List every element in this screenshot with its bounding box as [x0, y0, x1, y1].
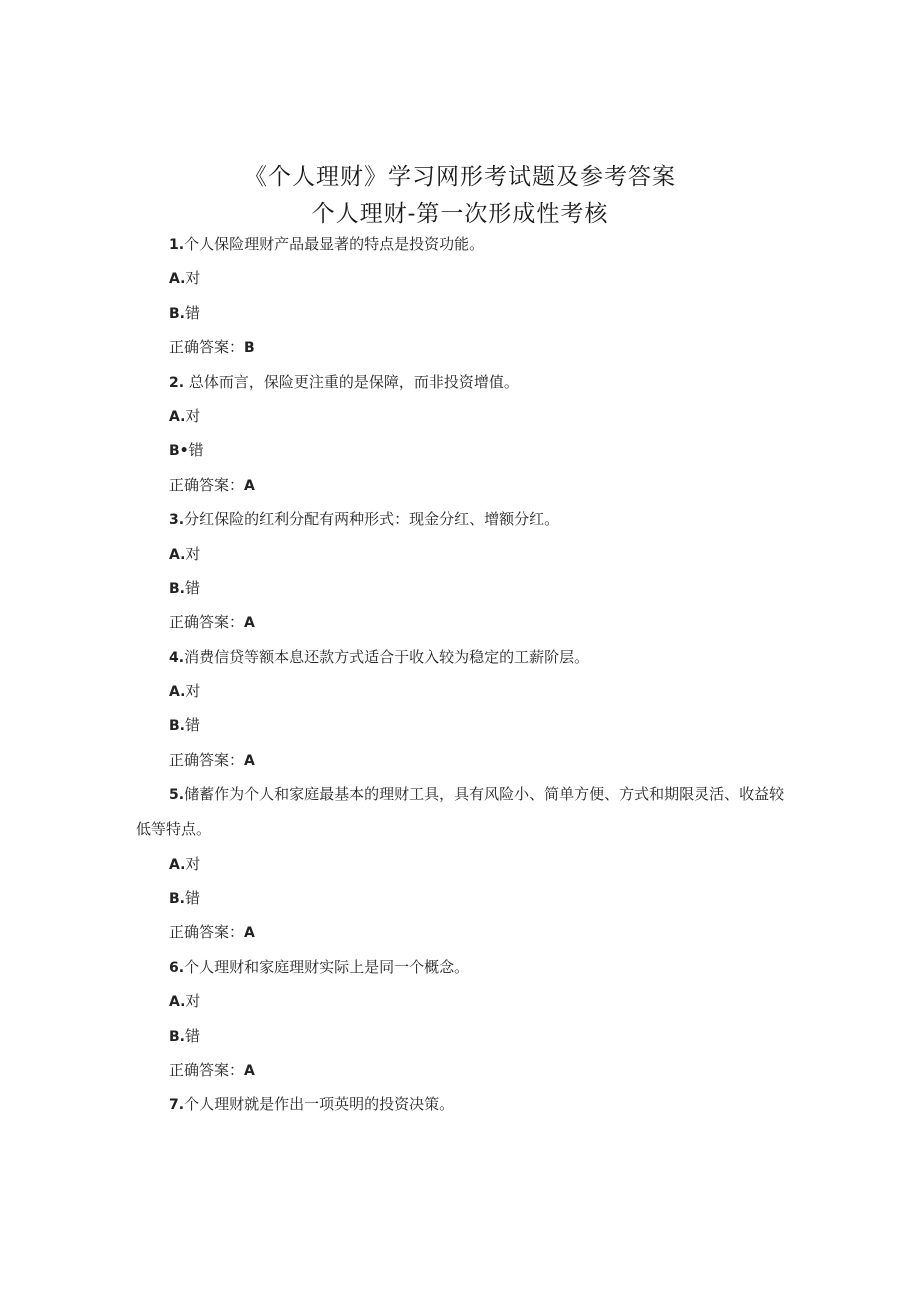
- answer-value: A: [244, 477, 255, 494]
- option-text: 错: [188, 441, 204, 460]
- answer-line: [136, 922, 796, 942]
- option-b: [136, 715, 796, 735]
- answer-label: 正确答案：: [169, 613, 245, 632]
- question-text: 个人理财就是作出一项英明的投资决策。: [184, 1095, 455, 1114]
- option-text: 对: [185, 854, 201, 873]
- question-number: 5.: [169, 787, 185, 804]
- question-2: [136, 372, 796, 392]
- answer-value: B: [244, 340, 255, 357]
- question-number: 2.: [169, 374, 185, 391]
- option-text: 对: [185, 544, 201, 563]
- document-subtitle: 个人理财-第一次形成性考核: [311, 201, 609, 227]
- question-number: 3.: [169, 512, 185, 529]
- option-a: [136, 406, 796, 426]
- option-a: [136, 854, 796, 874]
- document-title: 《个人理财》学习网形考试题及参考答案: [244, 164, 676, 190]
- option-letter: B.: [169, 1028, 185, 1045]
- question-number: 1.: [169, 237, 185, 253]
- question-number: 7.: [169, 1097, 185, 1114]
- answer-value: A: [244, 1062, 255, 1079]
- option-a: [136, 991, 796, 1011]
- answer-label: 正确答案：: [169, 923, 245, 942]
- option-b: [136, 440, 796, 460]
- answer-label: 正确答案：: [169, 750, 245, 769]
- option-letter: B.: [169, 718, 185, 735]
- question-1: [136, 234, 796, 254]
- option-text: 错: [185, 889, 201, 908]
- answer-line: [136, 1060, 796, 1080]
- option-b: [136, 888, 796, 908]
- option-letter: B.: [169, 305, 185, 322]
- answer-label: 正确答案：: [169, 475, 245, 494]
- option-text: 对: [185, 992, 201, 1011]
- option-text: 对: [185, 406, 201, 425]
- question-text: 消费信贷等额本息还款方式适合于收入较为稳定的工薪阶层。: [184, 647, 590, 666]
- question-text: 分红保险的红利分配有两种形式：现金分红、增额分红。: [184, 510, 560, 529]
- question-text: 储蓄作为个人和家庭最基本的理财工具，具有风险小、简单方便、方式和期限灵活、收益较低等特点。: [136, 785, 785, 839]
- option-b: [136, 303, 796, 323]
- question-number: 6.: [169, 959, 185, 976]
- option-letter: B.: [169, 580, 185, 597]
- option-letter: A.: [169, 684, 186, 701]
- option-text: 对: [185, 269, 201, 288]
- option-text: 错: [185, 1026, 201, 1045]
- option-text: 错: [185, 716, 201, 735]
- question-5: [136, 777, 796, 846]
- question-3: [136, 509, 796, 529]
- option-b: [136, 578, 796, 598]
- answer-value: A: [244, 615, 255, 632]
- question-list: [136, 234, 796, 1129]
- option-letter: B•: [169, 443, 189, 460]
- answer-line: [136, 612, 796, 632]
- question-7: [136, 1094, 796, 1114]
- answer-line: [136, 475, 796, 495]
- question-text: 总体而言，保险更注重的是保障，而非投资增值。: [184, 372, 519, 391]
- answer-line: [136, 750, 796, 770]
- option-text: 错: [185, 303, 201, 322]
- option-text: 错: [185, 578, 201, 597]
- option-letter: B.: [169, 891, 185, 908]
- option-letter: A.: [169, 856, 186, 873]
- option-letter: A.: [169, 994, 186, 1011]
- answer-label: 正确答案：: [169, 1060, 245, 1079]
- question-number: 4.: [169, 649, 185, 666]
- option-text: 对: [185, 682, 201, 701]
- question-text: 个人保险理财产品最显著的特点是投资功能。: [184, 235, 485, 253]
- option-letter: A.: [169, 546, 186, 563]
- option-b: [136, 1026, 796, 1046]
- question-text: 个人理财和家庭理财实际上是同一个概念。: [184, 957, 470, 976]
- question-4: [136, 647, 796, 667]
- option-a: [136, 268, 796, 288]
- answer-line: [136, 337, 796, 357]
- option-a: [136, 681, 796, 701]
- answer-value: A: [244, 752, 255, 769]
- option-a: [136, 544, 796, 564]
- option-letter: A.: [169, 271, 186, 288]
- answer-label: 正确答案：: [169, 338, 245, 357]
- option-letter: A.: [169, 408, 186, 425]
- answer-value: A: [244, 925, 255, 942]
- question-6: [136, 957, 796, 977]
